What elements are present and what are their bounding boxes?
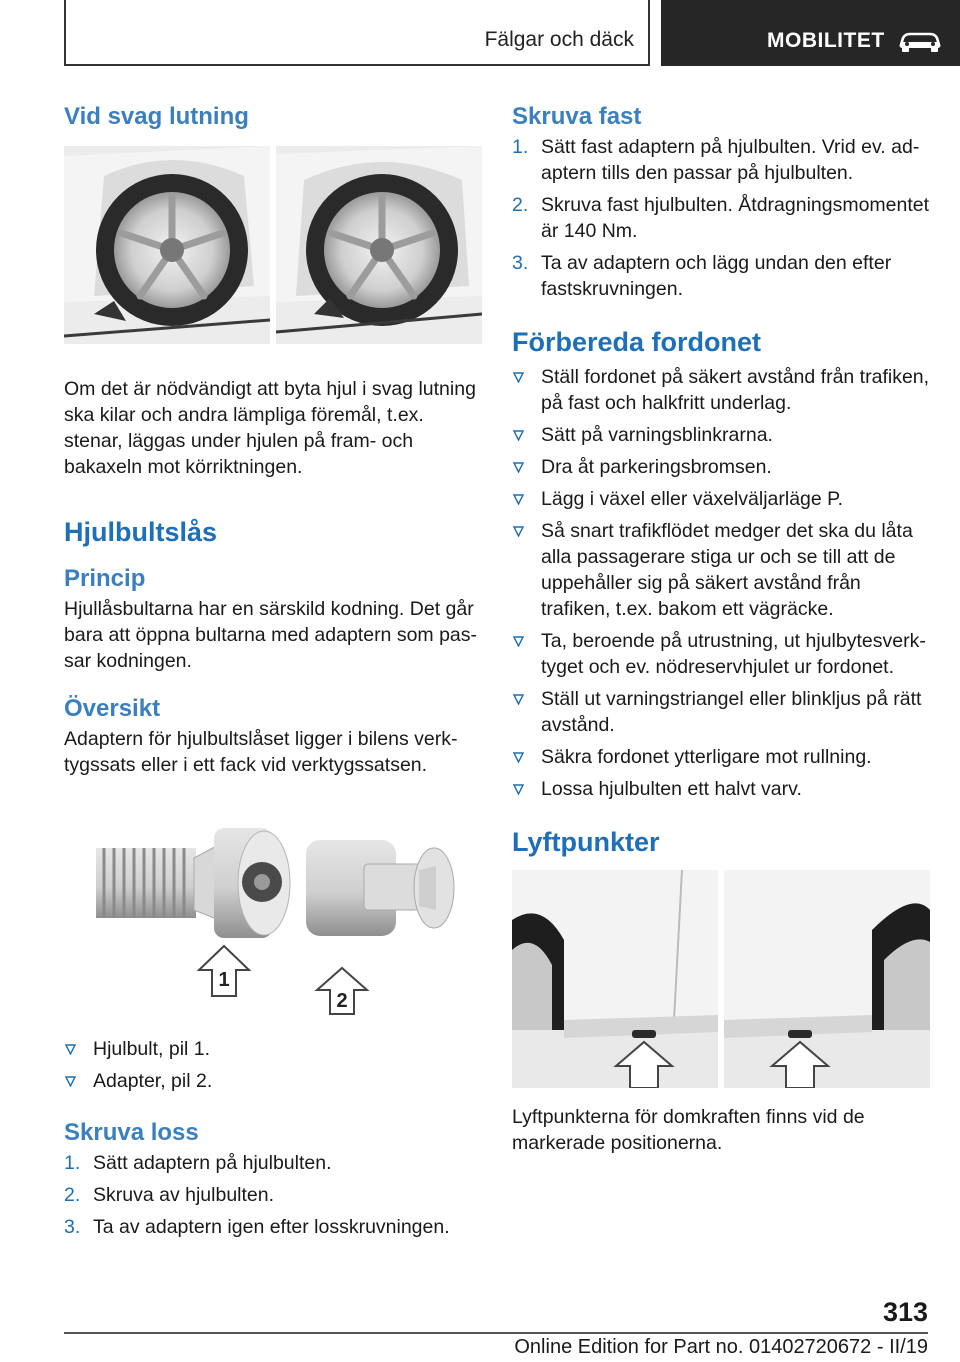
slope-text: Om det är nödvändigt att byta hjul i svag lutning ska kilar och andra lämpliga föremål, t.ex. stenar, läggas under hjulen på fram- och bakaxeln mot körriktningen. xyxy=(64,378,476,478)
list-item: Sätt på varningsblinkrarna. xyxy=(512,422,930,448)
slope-illustration xyxy=(64,146,482,344)
overview-list xyxy=(64,1036,482,1094)
car-icon xyxy=(897,28,943,52)
heading-lift-points: Lyftpunkter xyxy=(512,827,660,857)
page-number: 313 xyxy=(882,1297,928,1327)
list-item: Adapter, pil 2. xyxy=(64,1068,482,1094)
chapter-tab-label: MOBILITET xyxy=(767,29,885,52)
list-item: Lägg i växel eller växelväljarläge P. xyxy=(512,486,930,512)
chapter-tab[interactable] xyxy=(661,0,960,66)
triangle-bullet-icon xyxy=(513,372,524,383)
list-item: 2. Skruva fast hjulbulten. Åtdragningsmomentet är 140 Nm. xyxy=(512,194,930,242)
triangle-bullet-icon xyxy=(513,694,524,705)
lift-points-illustration xyxy=(512,870,930,1088)
triangle-bullet-icon xyxy=(513,494,524,505)
heading-loosen: Skruva loss xyxy=(64,1119,199,1146)
overview-text: Adaptern för hjulbultslåset ligger i bilens verktygssats eller i ett fack vid verktygssatsen. xyxy=(64,728,458,776)
list-item: Ställ ut varningstriangel eller blinkljus på rätt avstånd. xyxy=(512,686,930,738)
list-item: Hjulbult, pil 1. xyxy=(64,1036,482,1062)
footer-edition: Online Edition for Part no. 01402720672 - II/19 xyxy=(514,1336,928,1358)
heading-slope: Vid svag lutning xyxy=(64,103,249,130)
figure-label-2: 2 xyxy=(336,990,348,1012)
lift-points-text: Lyftpunkterna för domkraften finns vid de markerade positionerna. xyxy=(512,1106,865,1154)
list-item: 1. Sätt adaptern på hjulbulten. xyxy=(64,1152,332,1174)
triangle-bullet-icon xyxy=(513,784,524,795)
prepare-list xyxy=(512,364,930,802)
triangle-bullet-icon xyxy=(513,636,524,647)
list-item: Säkra fordonet ytterligare mot rullning. xyxy=(512,744,930,770)
triangle-bullet-icon xyxy=(513,462,524,473)
heading-overview: Översikt xyxy=(64,695,161,722)
triangle-bullet-icon xyxy=(513,526,524,537)
header-frame xyxy=(64,0,650,66)
left-column xyxy=(64,100,482,1246)
footer-divider xyxy=(64,1332,928,1334)
triangle-bullet-icon xyxy=(513,752,524,763)
principle-text: Hjullåsbultarna har en särskild kodning. Det går bara att öppna bultarna med adaptern som passar kodningen. xyxy=(64,598,478,672)
list-item: Ta, beroende på utrustning, ut hjulbytesverktyget och ev. nödreservhjulet ur fordonet. xyxy=(512,628,930,680)
section-title: Fälgar och däck xyxy=(484,28,634,51)
heading-wheel-lock: Hjulbultslås xyxy=(64,517,218,547)
triangle-bullet-icon xyxy=(65,1044,76,1055)
loosen-steps xyxy=(64,1150,482,1240)
list-item: 1. Sätt fast adaptern på hjulbulten. Vrid ev. adaptern tills den passar på hjulbulten. xyxy=(512,136,920,184)
heading-principle: Princip xyxy=(64,565,146,592)
heading-prepare: Förbereda fordonet xyxy=(512,327,762,357)
list-item: Dra åt parkeringsbromsen. xyxy=(512,454,930,480)
list-item: Lossa hjulbulten ett halvt varv. xyxy=(512,776,930,802)
list-item: 3. Ta av adaptern och lägg undan den efter fastskruvningen. xyxy=(512,252,892,300)
right-column xyxy=(512,100,930,1156)
triangle-bullet-icon xyxy=(513,430,524,441)
page-header xyxy=(0,0,960,66)
heading-tighten: Skruva fast xyxy=(512,103,642,130)
list-item: Ställ fordonet på säkert avstånd från trafiken, på fast och halkfritt underlag. xyxy=(512,364,930,416)
triangle-bullet-icon xyxy=(65,1076,76,1087)
tighten-steps xyxy=(512,134,930,302)
figure-label-1: 1 xyxy=(218,969,230,991)
list-item: 3. Ta av adaptern igen efter losskruvningen. xyxy=(64,1216,450,1238)
list-item: 2. Skruva av hjulbulten. xyxy=(64,1184,275,1206)
wheel-bolt-adapter-illustration xyxy=(64,818,482,1018)
list-item: Så snart trafikflödet medger det ska du låta alla passagerare stiga ur och se till att de uppehåller sig på säkert avstånd från trafiken, t.ex. bakom ett vägräcke. xyxy=(512,518,930,622)
